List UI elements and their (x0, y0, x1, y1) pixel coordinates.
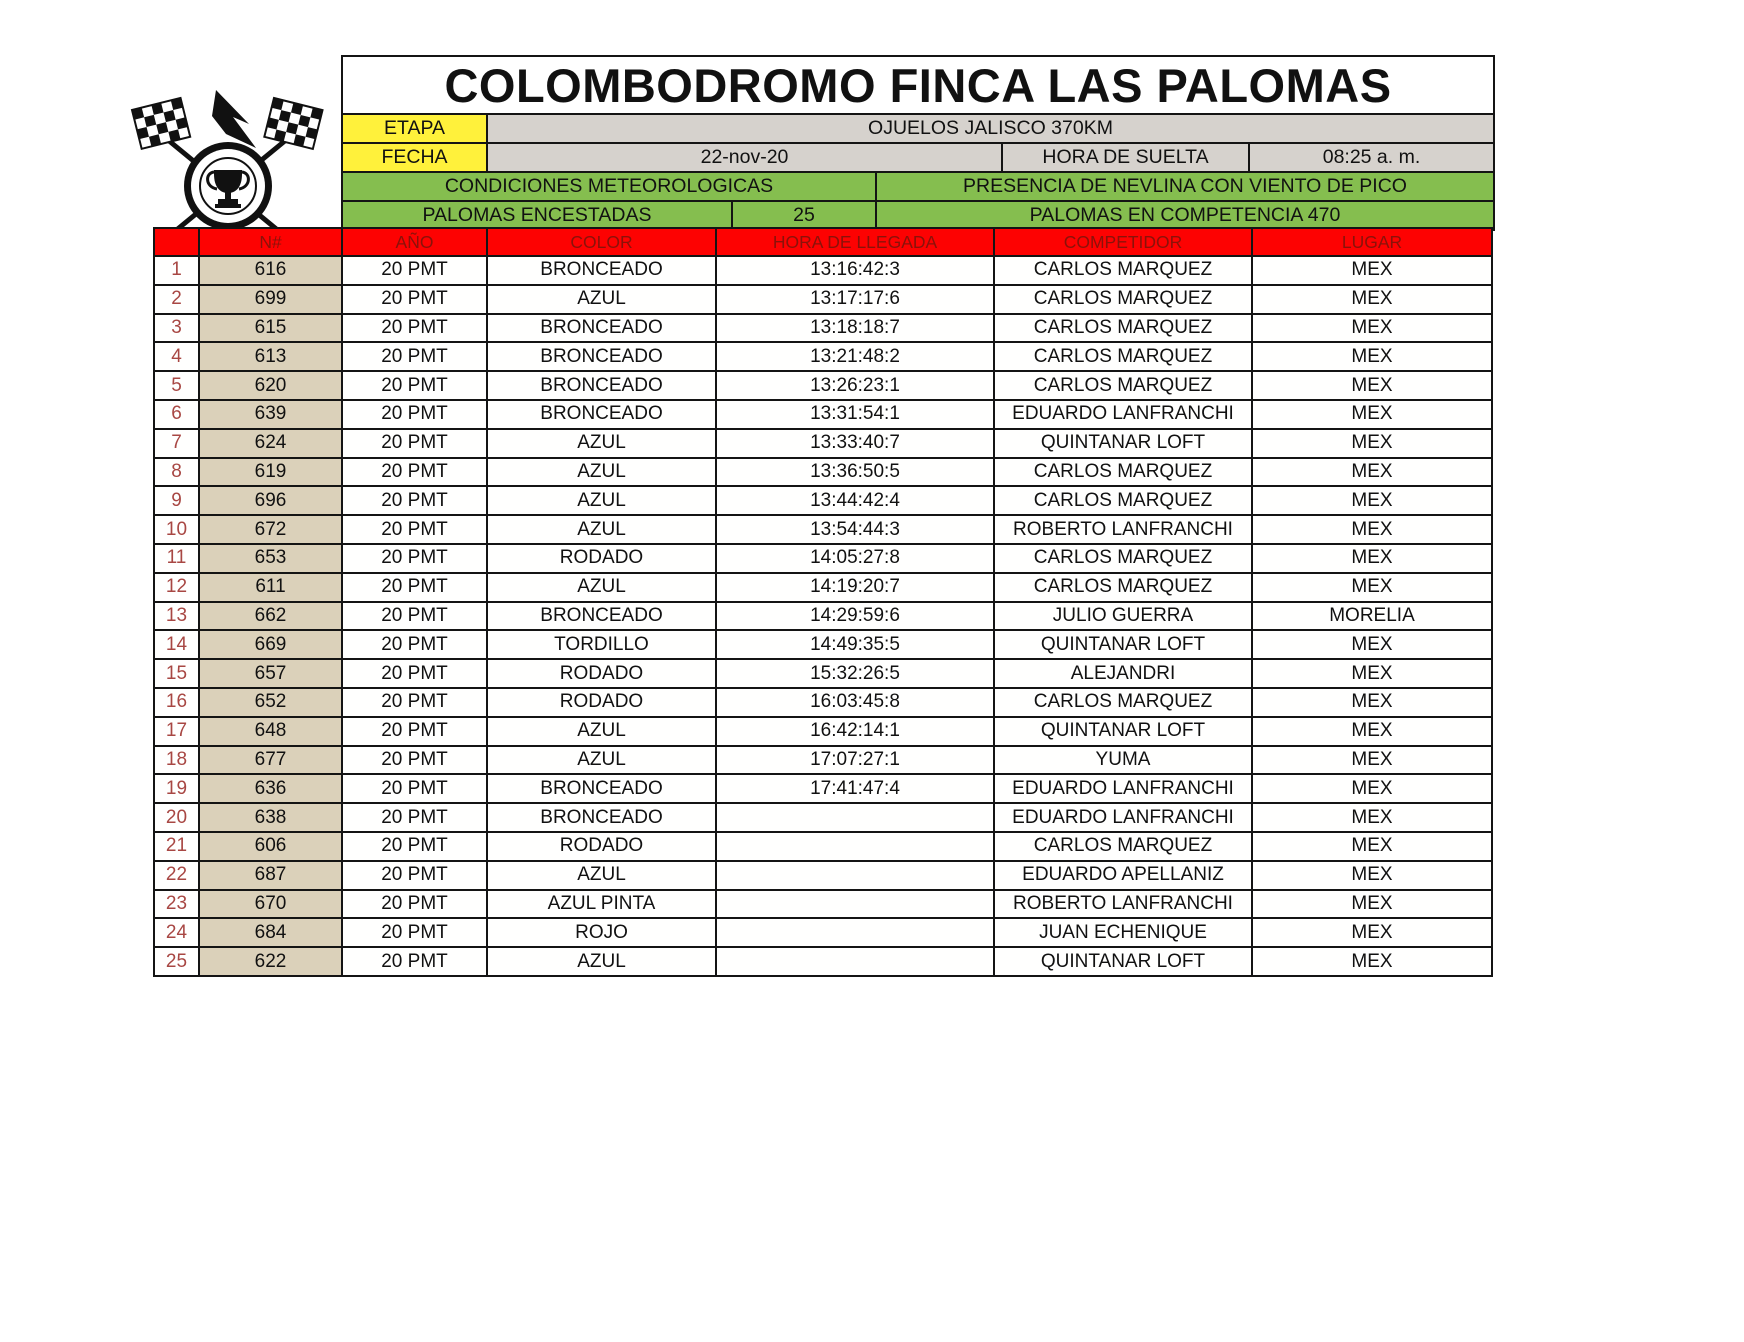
cell-competidor: QUINTANAR LOFT (995, 718, 1251, 745)
cell-ano: 20 PMT (343, 631, 486, 658)
cell-ano: 20 PMT (343, 487, 486, 514)
cell-pos: 2 (155, 286, 198, 313)
cell-n: 615 (200, 315, 341, 342)
results-grid (153, 227, 1493, 977)
cell-lugar: MEX (1253, 343, 1491, 370)
etapa-value: OJUELOS JALISCO 370KM (488, 115, 1493, 142)
cell-color: BRONCEADO (488, 372, 715, 399)
cell-pos: 25 (155, 948, 198, 975)
competencia-label: PALOMAS EN COMPETENCIA 470 (877, 202, 1493, 229)
cell-n: 669 (200, 631, 341, 658)
cell-lugar: MEX (1253, 401, 1491, 428)
cell-hora: 13:31:54:1 (717, 401, 993, 428)
cell-ano: 20 PMT (343, 286, 486, 313)
cell-ano: 20 PMT (343, 689, 486, 716)
cell-n: 648 (200, 718, 341, 745)
cell-competidor: CARLOS MARQUEZ (995, 286, 1251, 313)
cell-competidor: CARLOS MARQUEZ (995, 315, 1251, 342)
hora-suelta-label: HORA DE SUELTA (1003, 144, 1248, 171)
cell-n: 696 (200, 487, 341, 514)
cell-pos: 18 (155, 747, 198, 774)
cell-color: AZUL (488, 516, 715, 543)
cell-hora: 13:17:17:6 (717, 286, 993, 313)
cell-pos: 8 (155, 459, 198, 486)
cell-ano: 20 PMT (343, 603, 486, 630)
cell-color: AZUL (488, 948, 715, 975)
trophy-emblem (184, 142, 272, 230)
cell-hora: 13:21:48:2 (717, 343, 993, 370)
cell-lugar: MEX (1253, 660, 1491, 687)
cell-color: ROJO (488, 919, 715, 946)
cell-pos: 24 (155, 919, 198, 946)
cell-hora (717, 948, 993, 975)
cell-hora: 17:41:47:4 (717, 775, 993, 802)
cell-competidor: CARLOS MARQUEZ (995, 257, 1251, 284)
cell-lugar: MEX (1253, 891, 1491, 918)
cell-lugar: MEX (1253, 804, 1491, 831)
cell-competidor: YUMA (995, 747, 1251, 774)
cell-color: TORDILLO (488, 631, 715, 658)
corner-cell (155, 229, 198, 255)
cell-competidor: CARLOS MARQUEZ (995, 459, 1251, 486)
cell-hora: 13:54:44:3 (717, 516, 993, 543)
cell-color: BRONCEADO (488, 603, 715, 630)
cell-ano: 20 PMT (343, 862, 486, 889)
checkered-flag-right (264, 98, 322, 149)
cell-hora (717, 833, 993, 860)
cell-n: 684 (200, 919, 341, 946)
cell-pos: 14 (155, 631, 198, 658)
cell-pos: 5 (155, 372, 198, 399)
cell-n: 687 (200, 862, 341, 889)
cell-competidor: JULIO GUERRA (995, 603, 1251, 630)
cell-ano: 20 PMT (343, 315, 486, 342)
cell-color: AZUL (488, 747, 715, 774)
cell-color: RODADO (488, 689, 715, 716)
cell-hora: 13:18:18:7 (717, 315, 993, 342)
cell-lugar: MORELIA (1253, 603, 1491, 630)
cell-competidor: CARLOS MARQUEZ (995, 574, 1251, 601)
cell-pos: 3 (155, 315, 198, 342)
fecha-label: FECHA (343, 144, 486, 171)
cell-n: 613 (200, 343, 341, 370)
cell-lugar: MEX (1253, 315, 1491, 342)
cell-n: 636 (200, 775, 341, 802)
cell-n: 652 (200, 689, 341, 716)
encestadas-label: PALOMAS ENCESTADAS (343, 202, 731, 229)
cell-lugar: MEX (1253, 631, 1491, 658)
column-header-color: COLOR (488, 229, 715, 255)
cell-lugar: MEX (1253, 257, 1491, 284)
sheet-header (341, 55, 1495, 231)
cell-hora: 14:49:35:5 (717, 631, 993, 658)
cell-ano: 20 PMT (343, 718, 486, 745)
cell-n: 657 (200, 660, 341, 687)
cell-competidor: CARLOS MARQUEZ (995, 372, 1251, 399)
cell-lugar: MEX (1253, 775, 1491, 802)
cell-hora: 13:44:42:4 (717, 487, 993, 514)
cell-pos: 10 (155, 516, 198, 543)
cell-lugar: MEX (1253, 747, 1491, 774)
cell-hora: 13:36:50:5 (717, 459, 993, 486)
cell-n: 662 (200, 603, 341, 630)
cell-pos: 6 (155, 401, 198, 428)
cell-hora: 16:42:14:1 (717, 718, 993, 745)
cell-lugar: MEX (1253, 689, 1491, 716)
cell-ano: 20 PMT (343, 545, 486, 572)
cell-n: 670 (200, 891, 341, 918)
condiciones-label: CONDICIONES METEOROLOGICAS (343, 173, 875, 200)
column-header-n-: N# (200, 229, 341, 255)
cell-competidor: JUAN ECHENIQUE (995, 919, 1251, 946)
cell-hora: 14:05:27:8 (717, 545, 993, 572)
cell-ano: 20 PMT (343, 516, 486, 543)
cell-color: AZUL (488, 430, 715, 457)
cell-color: AZUL (488, 286, 715, 313)
cell-n: 616 (200, 257, 341, 284)
cell-n: 622 (200, 948, 341, 975)
cell-lugar: MEX (1253, 459, 1491, 486)
cell-n: 606 (200, 833, 341, 860)
cell-pos: 17 (155, 718, 198, 745)
cell-competidor: CARLOS MARQUEZ (995, 689, 1251, 716)
cell-competidor: CARLOS MARQUEZ (995, 545, 1251, 572)
cell-lugar: MEX (1253, 545, 1491, 572)
cell-hora: 14:29:59:6 (717, 603, 993, 630)
cell-lugar: MEX (1253, 372, 1491, 399)
cell-competidor: EDUARDO LANFRANCHI (995, 804, 1251, 831)
cell-pos: 13 (155, 603, 198, 630)
cell-pos: 4 (155, 343, 198, 370)
cell-hora: 17:07:27:1 (717, 747, 993, 774)
cell-n: 672 (200, 516, 341, 543)
cell-n: 699 (200, 286, 341, 313)
cell-lugar: MEX (1253, 919, 1491, 946)
cell-hora: 13:26:23:1 (717, 372, 993, 399)
cell-ano: 20 PMT (343, 401, 486, 428)
cell-hora (717, 919, 993, 946)
checkered-flag-left (132, 98, 190, 149)
cell-pos: 1 (155, 257, 198, 284)
cell-pos: 12 (155, 574, 198, 601)
cell-pos: 9 (155, 487, 198, 514)
cell-competidor: ROBERTO LANFRANCHI (995, 516, 1251, 543)
cell-ano: 20 PMT (343, 343, 486, 370)
cell-ano: 20 PMT (343, 919, 486, 946)
cell-n: 619 (200, 459, 341, 486)
cell-color: RODADO (488, 545, 715, 572)
cell-lugar: MEX (1253, 948, 1491, 975)
column-header-competidor: COMPETIDOR (995, 229, 1251, 255)
cell-ano: 20 PMT (343, 747, 486, 774)
cell-lugar: MEX (1253, 862, 1491, 889)
cell-lugar: MEX (1253, 574, 1491, 601)
cell-ano: 20 PMT (343, 804, 486, 831)
cell-color: RODADO (488, 660, 715, 687)
cell-ano: 20 PMT (343, 574, 486, 601)
hora-suelta-value: 08:25 a. m. (1250, 144, 1493, 171)
encestadas-value: 25 (733, 202, 875, 229)
cell-color: AZUL (488, 718, 715, 745)
cell-competidor: QUINTANAR LOFT (995, 631, 1251, 658)
cell-pos: 19 (155, 775, 198, 802)
cell-competidor: EDUARDO APELLANIZ (995, 862, 1251, 889)
cell-hora: 13:16:42:3 (717, 257, 993, 284)
cell-pos: 11 (155, 545, 198, 572)
cell-competidor: QUINTANAR LOFT (995, 430, 1251, 457)
cell-color: BRONCEADO (488, 401, 715, 428)
wing-shape (212, 90, 256, 148)
cell-pos: 23 (155, 891, 198, 918)
cell-pos: 16 (155, 689, 198, 716)
cell-hora: 13:33:40:7 (717, 430, 993, 457)
cell-hora: 15:32:26:5 (717, 660, 993, 687)
cell-color: BRONCEADO (488, 343, 715, 370)
cell-competidor: EDUARDO LANFRANCHI (995, 401, 1251, 428)
cell-color: AZUL (488, 574, 715, 601)
etapa-label: ETAPA (343, 115, 486, 142)
cell-lugar: MEX (1253, 833, 1491, 860)
cell-ano: 20 PMT (343, 660, 486, 687)
cell-hora (717, 862, 993, 889)
cell-ano: 20 PMT (343, 948, 486, 975)
fecha-value: 22-nov-20 (488, 144, 1001, 171)
cell-hora (717, 804, 993, 831)
cell-hora: 16:03:45:8 (717, 689, 993, 716)
cell-competidor: EDUARDO LANFRANCHI (995, 775, 1251, 802)
cell-competidor: CARLOS MARQUEZ (995, 833, 1251, 860)
cell-pos: 7 (155, 430, 198, 457)
cell-ano: 20 PMT (343, 430, 486, 457)
cell-n: 624 (200, 430, 341, 457)
cell-hora: 14:19:20:7 (717, 574, 993, 601)
cell-ano: 20 PMT (343, 459, 486, 486)
cell-n: 653 (200, 545, 341, 572)
cell-color: AZUL (488, 487, 715, 514)
cell-lugar: MEX (1253, 516, 1491, 543)
cell-competidor: ALEJANDRI (995, 660, 1251, 687)
cell-competidor: ROBERTO LANFRANCHI (995, 891, 1251, 918)
club-logo-icon (128, 88, 328, 248)
cell-n: 611 (200, 574, 341, 601)
cell-n: 677 (200, 747, 341, 774)
cell-pos: 22 (155, 862, 198, 889)
cell-ano: 20 PMT (343, 833, 486, 860)
cell-lugar: MEX (1253, 286, 1491, 313)
cell-pos: 21 (155, 833, 198, 860)
column-header-a-o: AÑO (343, 229, 486, 255)
cell-n: 638 (200, 804, 341, 831)
cell-color: RODADO (488, 833, 715, 860)
cell-lugar: MEX (1253, 718, 1491, 745)
cell-color: AZUL PINTA (488, 891, 715, 918)
cell-competidor: CARLOS MARQUEZ (995, 343, 1251, 370)
column-header-hora-de-llegada: HORA DE LLEGADA (717, 229, 993, 255)
page-title: COLOMBODROMO FINCA LAS PALOMAS (343, 57, 1493, 113)
cell-color: AZUL (488, 862, 715, 889)
cell-ano: 20 PMT (343, 775, 486, 802)
cell-color: AZUL (488, 459, 715, 486)
column-header-lugar: LUGAR (1253, 229, 1491, 255)
cell-pos: 20 (155, 804, 198, 831)
cell-ano: 20 PMT (343, 372, 486, 399)
cell-color: BRONCEADO (488, 257, 715, 284)
cell-ano: 20 PMT (343, 891, 486, 918)
cell-lugar: MEX (1253, 487, 1491, 514)
cell-hora (717, 891, 993, 918)
cell-n: 639 (200, 401, 341, 428)
cell-ano: 20 PMT (343, 257, 486, 284)
condiciones-value: PRESENCIA DE NEVLINA CON VIENTO DE PICO (877, 173, 1493, 200)
cell-pos: 15 (155, 660, 198, 687)
cell-color: BRONCEADO (488, 315, 715, 342)
cell-n: 620 (200, 372, 341, 399)
cell-color: BRONCEADO (488, 804, 715, 831)
cell-lugar: MEX (1253, 430, 1491, 457)
cell-competidor: QUINTANAR LOFT (995, 948, 1251, 975)
cell-color: BRONCEADO (488, 775, 715, 802)
cell-competidor: CARLOS MARQUEZ (995, 487, 1251, 514)
